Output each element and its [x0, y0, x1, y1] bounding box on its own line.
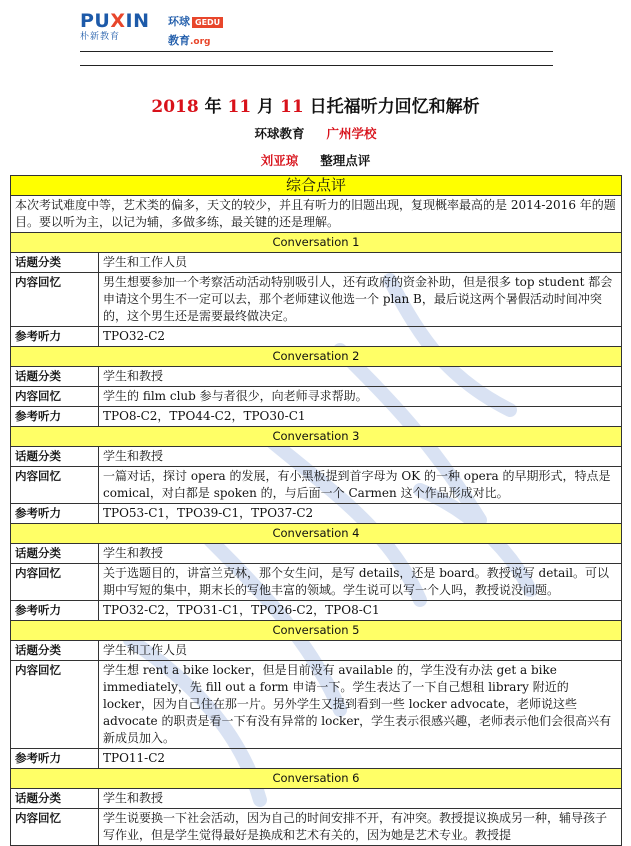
reference-value: TPO8-C2，TPO44-C2，TPO30-C1: [99, 407, 622, 427]
overview-heading: 综合点评: [11, 176, 622, 196]
title-year: 2018: [151, 97, 199, 117]
content-value: 男生想要参加一个考察活动活动特别吸引人，还有政府的资金补助，但是很多 top student 都会申请这个男生不一定可以去，那个老师建议他选一个 plan B，最后说这两个暑假活动时间冲突的，这个男生还是需要最终做决定。: [99, 273, 622, 327]
gedu-logo-org: .org: [190, 37, 211, 47]
gedu-logo-line2: 教育: [168, 34, 190, 47]
puxin-logo: [80, 10, 150, 42]
category-label: 话题分类: [11, 789, 99, 809]
content-label: 内容回忆: [11, 809, 99, 846]
category-label: 话题分类: [11, 367, 99, 387]
content-value: 学生的 film club 参与者很少，向老师寻求帮助。: [99, 387, 622, 407]
category-value: 学生和教授: [99, 789, 622, 809]
logo-brand-sub: 朴新教育: [80, 32, 121, 42]
title-part3: 日托福听力回忆和解析: [303, 97, 480, 117]
content-value: 学生说要换一下社会活动，因为自己的时间安排不开，有冲突。教授提议换成另一种，辅导孩子写作业，但是学生觉得最好是换成和艺术有关的，因为她是艺术专业。教授提: [99, 809, 622, 846]
reference-value: TPO11-C2: [99, 749, 622, 769]
conversation-heading: Conversation 6: [11, 769, 622, 789]
content-value: 一篇对话，探讨 opera 的发展，有小黑板提到首字母为 OK 的一种 opera 的早期形式，特点是 comical，对白都是 spoken 的，与后面一个 Carmen 这个作品形成对比。: [99, 467, 622, 504]
reference-label: 参考听力: [11, 749, 99, 769]
title-part2: 月: [251, 97, 281, 117]
reference-label: 参考听力: [11, 407, 99, 427]
subtitle-author: 刘亚琼: [260, 153, 299, 168]
header-rule-bottom: [80, 65, 553, 66]
category-value: 学生和工作人员: [99, 253, 622, 273]
title-month: 11: [227, 97, 252, 117]
conversation-heading: Conversation 5: [11, 621, 622, 641]
category-value: 学生和教授: [99, 447, 622, 467]
subtitle-org: 环球教育: [254, 126, 305, 141]
logo-brand-left: PU: [80, 10, 111, 32]
header-rule-top: [80, 51, 553, 52]
category-label: 话题分类: [11, 253, 99, 273]
subtitle-role: 整理点评: [320, 153, 371, 168]
content-label: 内容回忆: [11, 564, 99, 601]
conversation-heading: Conversation 4: [11, 524, 622, 544]
logo-brand-right: IN: [125, 10, 150, 32]
category-value: 学生和教授: [99, 544, 622, 564]
subtitle-author-line: [0, 151, 631, 169]
overview-body: 本次考试难度中等，艺术类的偏多，天文的较少，并且有听力的旧题出现，复现概率最高的是 2014-2016 年的题目。要以听为主，以记为辅，多做多练，最关键的还是理解。: [11, 196, 622, 233]
content-label: 内容回忆: [11, 661, 99, 749]
category-value: 学生和工作人员: [99, 641, 622, 661]
subtitle-org-line: [0, 124, 631, 142]
subtitle-school: 广州学校: [326, 126, 377, 141]
category-label: 话题分类: [11, 641, 99, 661]
page-title: [0, 92, 631, 117]
gedu-logo-line1: 环球: [168, 15, 190, 28]
reference-value: TPO53-C1，TPO39-C1，TPO37-C2: [99, 504, 622, 524]
content-value: 学生想 rent a bike locker，但是目前没有 available 的，学生没有办法 get a bike immediately，先 fill out a form 申请一下。学生表达了一下自己想租 library 附近的 locker，因为自己住在那一片。另外学生又提到看到一些 locker advocate，老师说这些 advocate 的职责是看一下有没有异常的 locker，学生表示很感兴趣，老师表示他们会很高兴有新成员加入。: [99, 661, 622, 749]
logo-brand-x: X: [110, 10, 126, 32]
category-value: 学生和教授: [99, 367, 622, 387]
conversation-heading: Conversation 2: [11, 347, 622, 367]
content-value: 关于选题目的，讲富兰克林，那个女生问，是写 details，还是 board。教授说写 detail。可以期中写短的集中，期末长的写他丰富的领域。学生说可以写一个人吗，教授说没问题。: [99, 564, 622, 601]
reference-value: TPO32-C2，TPO31-C1，TPO26-C2，TPO8-C1: [99, 601, 622, 621]
category-label: 话题分类: [11, 447, 99, 467]
header-logo: [80, 10, 240, 47]
reference-label: 参考听力: [11, 504, 99, 524]
content-label: 内容回忆: [11, 467, 99, 504]
reference-label: 参考听力: [11, 327, 99, 347]
content-label: 内容回忆: [11, 387, 99, 407]
conversation-heading: Conversation 1: [11, 233, 622, 253]
gedu-logo: [168, 10, 223, 48]
gedu-logo-badge: GEDU: [192, 17, 223, 28]
title-day: 11: [280, 97, 304, 117]
conversation-heading: Conversation 3: [11, 427, 622, 447]
analysis-table: [10, 175, 622, 846]
content-label: 内容回忆: [11, 273, 99, 327]
reference-value: TPO32-C2: [99, 327, 622, 347]
title-part1: 年: [198, 97, 228, 117]
reference-label: 参考听力: [11, 601, 99, 621]
category-label: 话题分类: [11, 544, 99, 564]
